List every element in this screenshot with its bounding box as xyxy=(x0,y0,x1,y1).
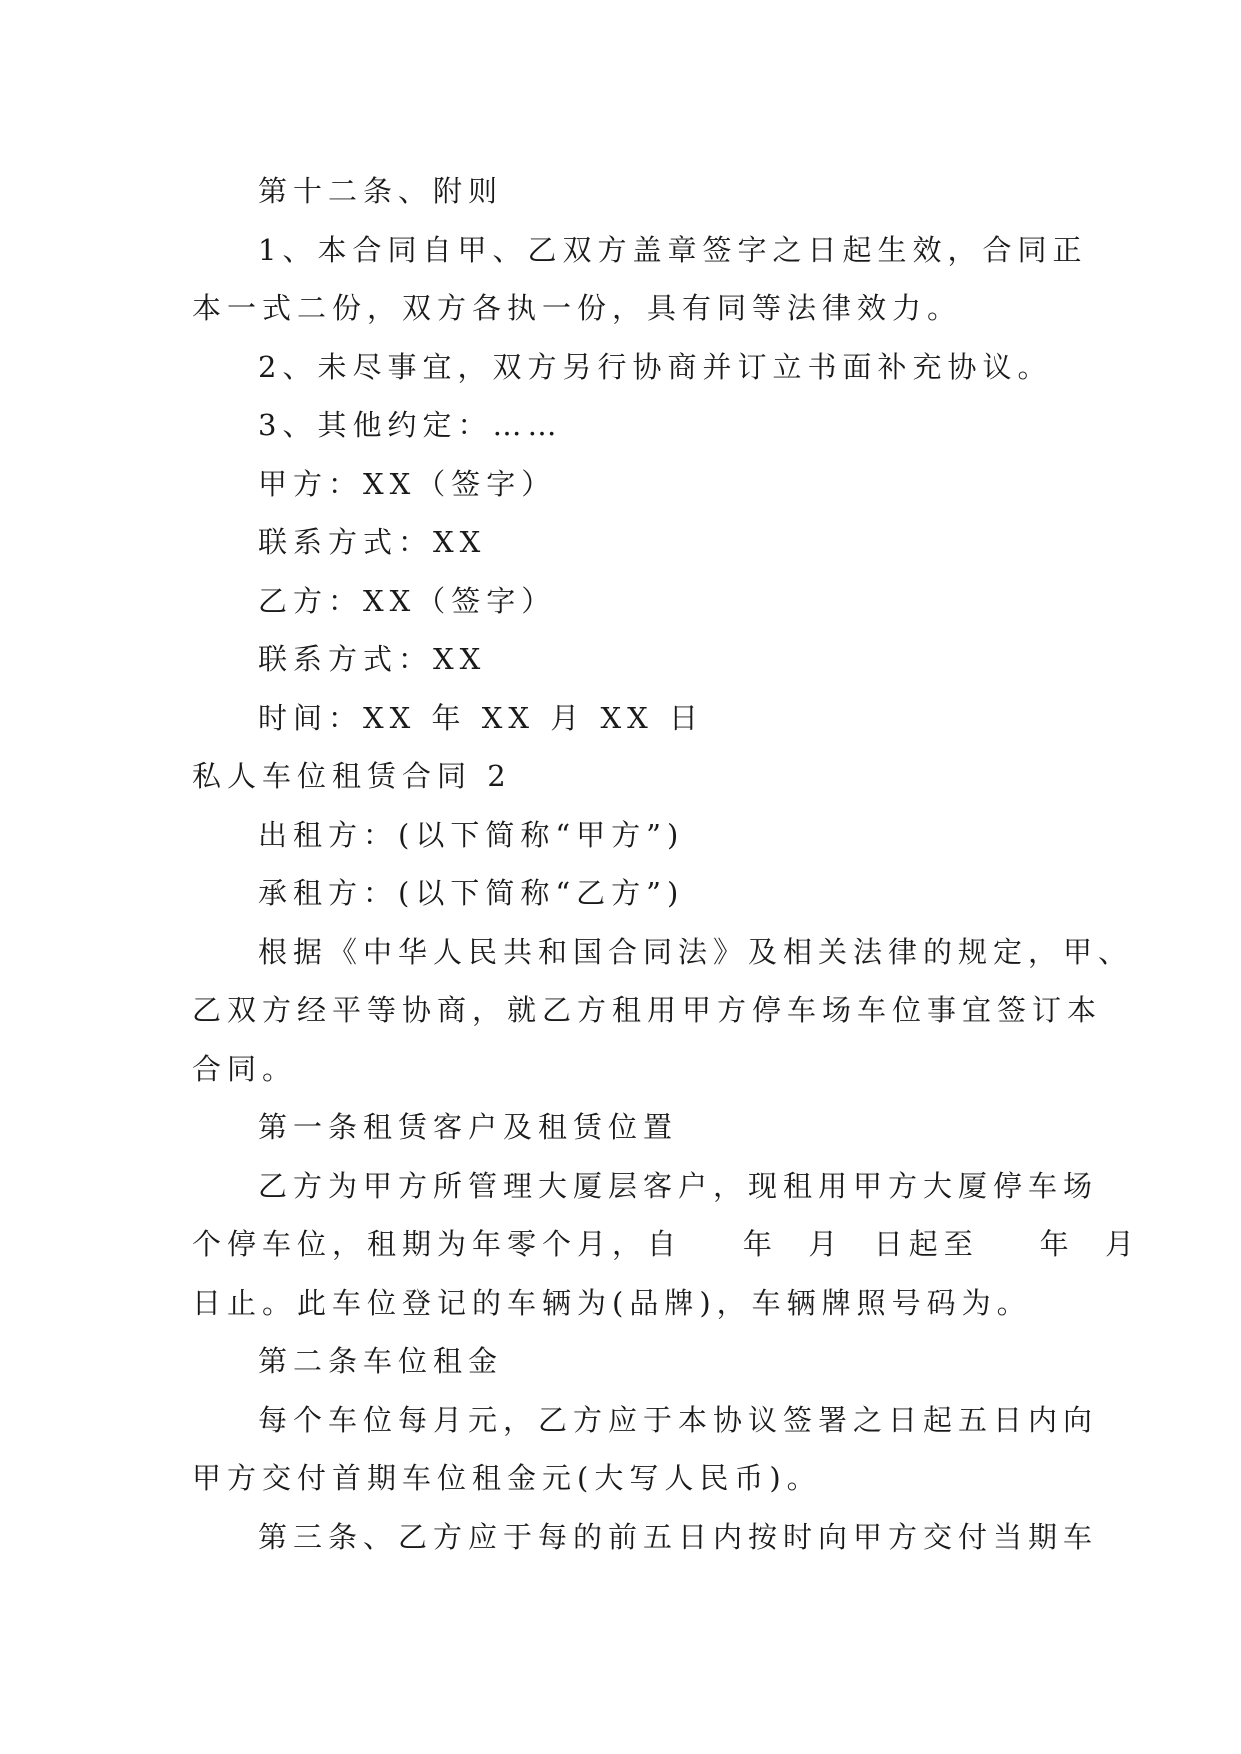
lessor-line: 出租方：(以下简称“甲方”) xyxy=(258,817,685,852)
paragraph-line: 个停车位，租期为年零个月，自 年 月 日起至 年 月 xyxy=(192,1227,1141,1261)
paragraph-line: 合同。 xyxy=(192,1051,298,1086)
paragraph-line: 每个车位每月元，乙方应于本协议签署之日起五日内向 xyxy=(258,1402,1099,1437)
paragraph-line: 日止。此车位登记的车辆为(品牌)，车辆牌照号码为。 xyxy=(192,1285,1032,1320)
paragraph-line: 乙双方经平等协商，就乙方租用甲方停车场车位事宜签订本 xyxy=(192,993,1103,1027)
paragraph-line: 3、其他约定：…… xyxy=(258,408,563,442)
paragraph-line: 甲方交付首期车位租金元(大写人民币)。 xyxy=(192,1461,822,1495)
document-body xyxy=(192,162,1141,1566)
article-12-heading: 第十二条、附则 xyxy=(258,174,504,208)
article-1-heading: 第一条租赁客户及租赁位置 xyxy=(258,1110,679,1144)
article-2-heading: 第二条车位租金 xyxy=(258,1344,504,1378)
party-b-contact: 联系方式：XX xyxy=(258,642,487,676)
party-a-contact: 联系方式：XX xyxy=(258,525,487,559)
article-3-line: 第三条、乙方应于每的前五日内按时向甲方交付当期车 xyxy=(258,1519,1099,1554)
lessee-line: 承租方：(以下简称“乙方”) xyxy=(258,876,685,910)
paragraph-line: 根据《中华人民共和国合同法》及相关法律的规定，甲、 xyxy=(258,934,1134,969)
paragraph-line: 1、本合同自甲、乙双方盖章签字之日起生效，合同正 xyxy=(258,232,1088,267)
contract-2-title: 私人车位租赁合同 2 xyxy=(192,759,512,793)
signing-date: 时间：XX 年 XX 月 XX 日 xyxy=(258,700,704,735)
party-a-signature: 甲方：XX（签字） xyxy=(258,466,557,501)
paragraph-line: 2、未尽事宜，双方另行协商并订立书面补充协议。 xyxy=(258,349,1053,384)
paragraph-line: 乙方为甲方所管理大厦层客户，现租用甲方大厦停车场 xyxy=(258,1168,1099,1203)
party-b-signature: 乙方：XX（签字） xyxy=(258,583,557,618)
paragraph-line: 本一式二份，双方各执一份，具有同等法律效力。 xyxy=(192,291,963,325)
